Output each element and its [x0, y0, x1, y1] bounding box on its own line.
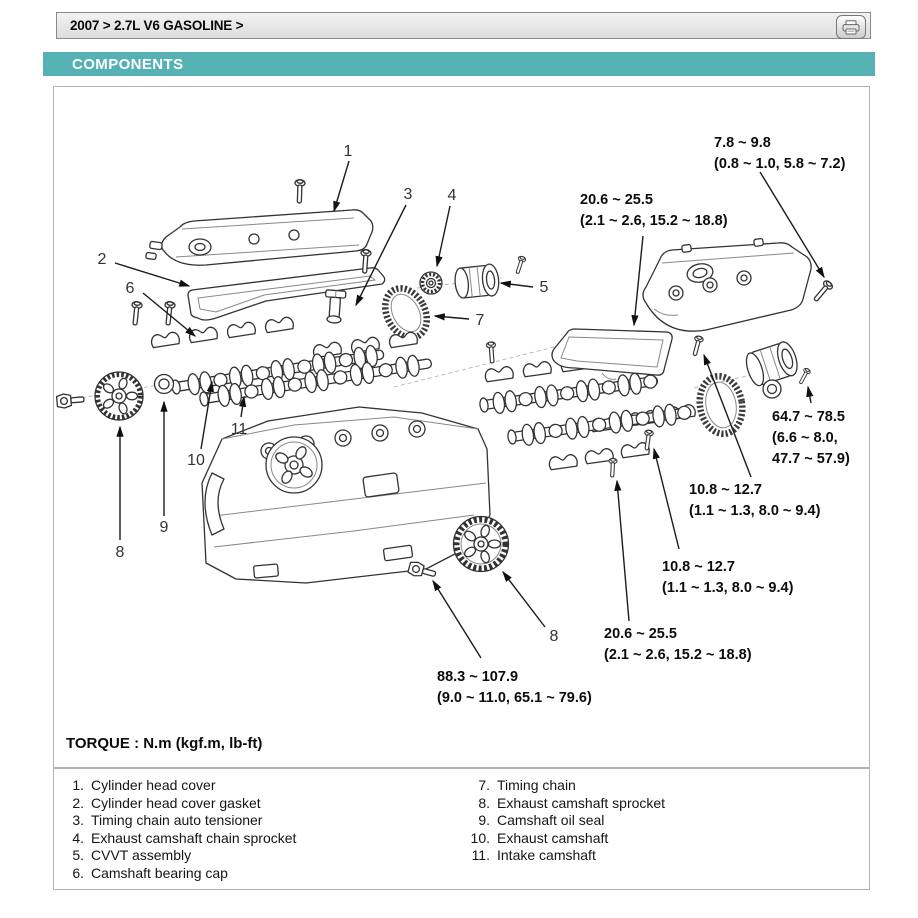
cap-stud-1 — [690, 335, 703, 356]
legend-item: 9. Camshaft oil seal — [478, 812, 605, 829]
torque-label-plug: 64.7 ~ 78.5 (6.6 ~ 8.0, 47.7 ~ 57.9) — [772, 409, 850, 467]
legend-item: 10. Exhaust camshaft — [470, 829, 609, 846]
callout-10: 10 — [187, 452, 205, 469]
cylinder-head-cover-right — [643, 238, 811, 331]
legend-label: Exhaust camshaft sprocket — [497, 794, 666, 811]
exhaust-camshaft-sprocket-center — [454, 517, 509, 572]
legend-label: Cylinder head cover — [91, 777, 216, 793]
sealing-plug — [797, 367, 811, 385]
legend-item: 2. Cylinder head cover gasket — [72, 794, 261, 811]
sprocket-bolt-left — [56, 392, 84, 408]
pump-pulley — [266, 437, 322, 493]
camshaft-oil-seal-right — [763, 380, 781, 398]
breadcrumb[interactable]: 2007 > 2.7L V6 GASOLINE > — [70, 18, 244, 33]
cover-bolt — [294, 180, 305, 204]
cvvt-bolt — [514, 255, 527, 274]
torque-label-cam-cap-bottom: 20.6 ~ 25.5 (2.1 ~ 2.6, 15.2 ~ 18.8) — [604, 626, 752, 663]
legend-label: Intake camshaft — [497, 847, 596, 864]
callout-8-left: 8 — [115, 544, 125, 561]
torque-label-head-cover-right: 7.8 ~ 9.8 (0.8 ~ 1.0, 5.8 ~ 7.2) — [714, 135, 846, 172]
legend-label: Cylinder head cover gasket — [91, 794, 261, 811]
cvvt-assembly-left — [454, 263, 501, 299]
section-header — [43, 52, 875, 76]
callout-6: 6 — [125, 280, 135, 297]
head-cover-gasket-right — [552, 329, 672, 379]
cover-bolt-right — [811, 279, 834, 303]
legend-item: 5. CVVT assembly — [72, 847, 192, 864]
exhaust-camshaft-sprocket-left — [95, 372, 143, 420]
print-button[interactable] — [836, 15, 866, 39]
legend-label: Timing chain auto tensioner — [91, 812, 263, 829]
legend-label: Exhaust camshaft chain sprocket — [91, 829, 297, 846]
legend-item: 4. Exhaust camshaft chain sprocket — [72, 829, 297, 846]
parts-legend — [53, 768, 870, 890]
printer-icon — [842, 20, 860, 35]
bearing-cap-bolt-2 — [163, 301, 175, 325]
head-cover-gasket-left — [188, 268, 385, 320]
legend-label: Camshaft bearing cap — [91, 864, 228, 881]
legend-item: 3. Timing chain auto tensioner — [72, 812, 263, 829]
callout-1: 1 — [343, 143, 353, 160]
torque-label-cap-bolt-2: 10.8 ~ 12.7 (1.1 ~ 1.3, 8.0 ~ 9.4) — [662, 559, 794, 596]
callout-11: 11 — [230, 421, 248, 438]
callout-2: 2 — [97, 251, 107, 268]
legend-label: Exhaust camshaft — [497, 829, 609, 846]
legend-column-2 — [464, 777, 665, 865]
callout-4: 4 — [447, 187, 457, 204]
torque-label-cam-cap-top: 20.6 ~ 25.5 (2.1 ~ 2.6, 15.2 ~ 18.8) — [580, 192, 728, 229]
cylinder-head-cover-left — [146, 210, 373, 265]
callout-9: 9 — [159, 519, 169, 536]
camshaft-oil-seal-left — [155, 375, 174, 394]
legend-item: 11. Intake camshaft — [471, 847, 596, 864]
callout-5: 5 — [539, 279, 549, 296]
legend-label: CVVT assembly — [91, 847, 192, 864]
torque-label-cap-bolt-1: 10.8 ~ 12.7 (1.1 ~ 1.3, 8.0 ~ 9.4) — [689, 482, 821, 519]
callout-3: 3 — [403, 186, 413, 203]
components-diagram-panel — [53, 86, 870, 768]
legend-item: 1. Cylinder head cover — [72, 777, 216, 793]
top-toolbar — [56, 12, 871, 39]
legend-column-1 — [58, 777, 296, 883]
legend-label: Camshaft oil seal — [497, 812, 605, 829]
section-title: COMPONENTS — [72, 55, 184, 73]
exhaust-camshaft-chain-sprocket — [420, 272, 442, 294]
timing-chain-right — [695, 373, 746, 437]
bearing-cap-bolt-1 — [130, 301, 142, 325]
torque-units-note: TORQUE : N.m (kgf.m, lb-ft) — [66, 735, 263, 752]
callout-7: 7 — [475, 312, 485, 329]
timing-chain-auto-tensioner — [324, 290, 346, 324]
cap-bolt-lower — [608, 458, 617, 477]
callout-8-center: 8 — [549, 628, 559, 645]
legend-item: 8. Exhaust camshaft sprocket — [478, 794, 666, 811]
legend-label: Timing chain — [497, 777, 576, 793]
camshaft-right-2 — [507, 401, 693, 447]
legend-item: 6. Camshaft bearing cap — [72, 864, 228, 881]
torque-label-sprocket-bolt: 88.3 ~ 107.9 (9.0 ~ 11.0, 65.1 ~ 79.6) — [437, 669, 592, 706]
cap-bolt-center — [486, 342, 496, 364]
legend-item: 7. Timing chain — [478, 777, 576, 793]
